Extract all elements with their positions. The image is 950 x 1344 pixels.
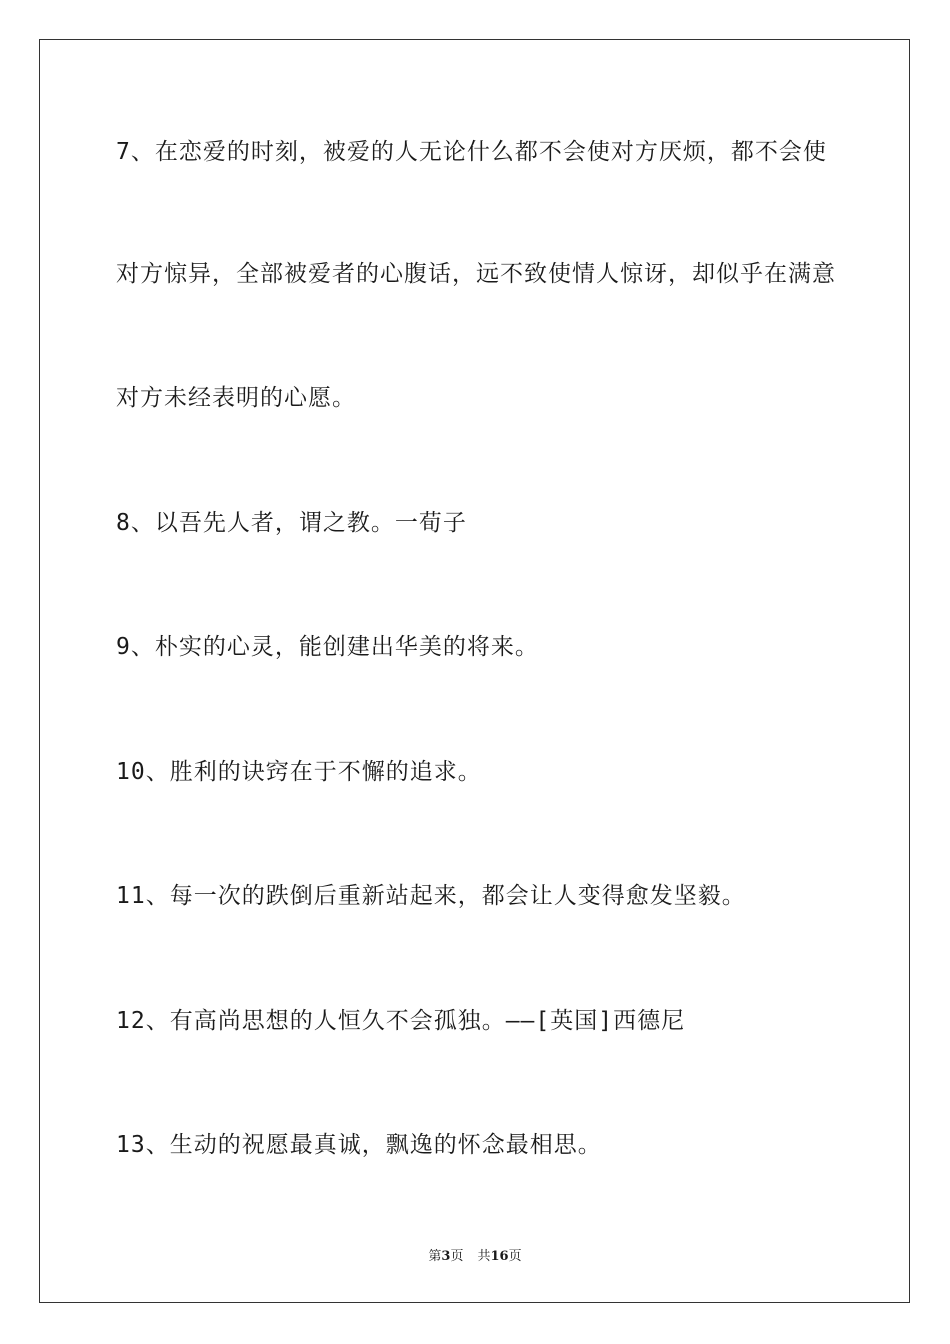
paragraph-7-line-3: 对方未经表明的心愿。 <box>116 385 356 411</box>
paragraph-7-line-1: 7、在恋爱的时刻，被爱的人无论什么都不会使对方厌烦，都不会使 <box>116 139 827 165</box>
paragraph-12: 12、有高尚思想的人恒久不会孤独。——[英国]西德尼 <box>116 1008 686 1034</box>
page-border <box>39 39 910 1303</box>
paragraph-7-line-2: 对方惊异，全部被爱者的心腹话，远不致使情人惊讶，却似乎在满意 <box>116 261 836 287</box>
footer-total-prefix: 共 <box>477 1249 491 1264</box>
paragraph-11: 11、每一次的跌倒后重新站起来，都会让人变得愈发坚毅。 <box>116 883 746 909</box>
footer-prefix: 第 <box>428 1249 442 1264</box>
paragraph-8: 8、以吾先人者，谓之教。一荀子 <box>116 510 467 536</box>
paragraph-9: 9、朴实的心灵，能创建出华美的将来。 <box>116 634 539 660</box>
paragraph-13: 13、生动的祝愿最真诚，飘逸的怀念最相思。 <box>116 1132 602 1158</box>
paragraph-10: 10、胜利的诀窍在于不懈的追求。 <box>116 759 482 785</box>
page-footer <box>0 1248 950 1266</box>
footer-total-suffix: 页 <box>508 1249 522 1264</box>
footer-page-word: 页 <box>450 1249 464 1264</box>
footer-total-pages: 16 <box>490 1249 509 1264</box>
footer-current-page: 3 <box>441 1249 451 1264</box>
